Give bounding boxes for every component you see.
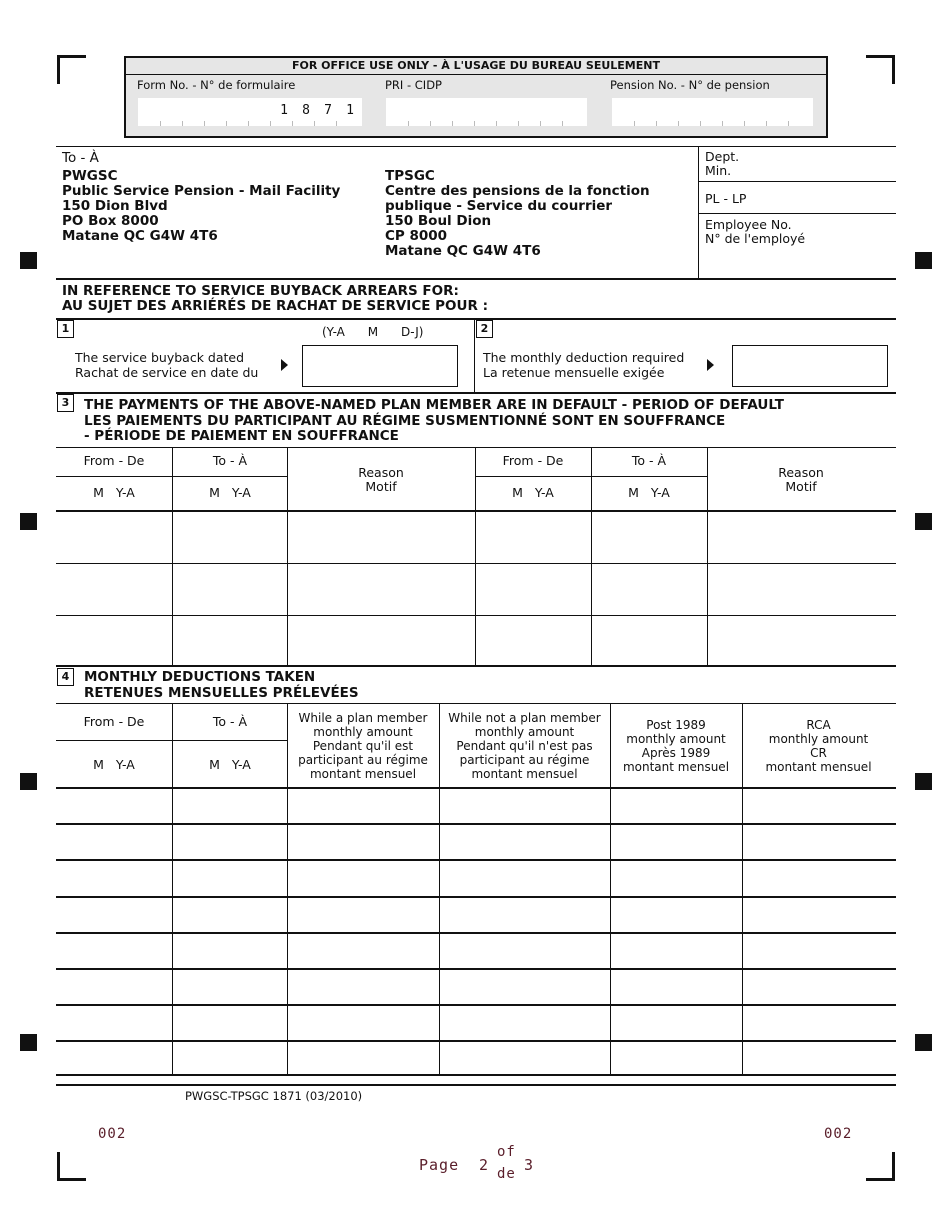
buyback-date-input[interactable] [302,345,458,387]
arrow-right-icon [281,359,288,371]
col-from-header: From - De [83,714,145,729]
section-number-4: 4 [57,668,74,686]
registration-mark [915,1034,932,1051]
col-from-header: From - De [502,453,564,468]
form-no-field[interactable] [138,98,362,126]
col-while-member-header: While a plan member monthly amount Pendant qu'il est participant au régime montant mensuel [298,711,428,781]
pl-field[interactable]: PL - LP [705,191,747,206]
batch-code-left: 002 [98,1126,127,1142]
col-to-format: M Y-A [628,485,670,500]
date-format-label: (Y-A M D-J) [322,325,424,339]
address-french: TPSGC Centre des pensions de la fonction publique - Service du courrier 150 Boul Dion CP 8000 Matane QC G4W 4T6 [385,168,650,259]
arrow-right-icon [707,359,714,371]
col-to-header: To - À [212,453,248,468]
form-no-digit: 1 [280,103,288,118]
section4-title: MONTHLY DEDUCTIONS TAKEN RETENUES MENSUELLES PRÉLEVÉES [84,669,359,701]
form-no-digit: 7 [324,103,332,118]
page-de: de [497,1166,516,1182]
corner-mark-bottom-right [866,1152,895,1181]
form-no-digit: 8 [302,103,310,118]
office-use-title: FOR OFFICE USE ONLY - À L'USAGE DU BUREAU SEULEMENT [126,58,826,75]
monthly-deduction-input[interactable] [732,345,888,387]
section-number-1: 1 [57,320,74,338]
pension-no-field[interactable] [612,98,813,126]
page-total: 3 [524,1156,535,1174]
col-rca-header: RCA monthly amount CR montant mensuel [765,718,872,774]
office-use-box [124,56,828,138]
col-reason-header: Reason Motif [778,465,824,494]
form-no-label: Form No. - N° de formulaire [137,78,296,92]
dept-field[interactable]: Dept. Min. [705,149,740,178]
form-code: PWGSC-TPSGC 1871 (03/2010) [185,1089,363,1103]
registration-mark [20,252,37,269]
registration-mark [915,773,932,790]
col-to-format: M Y-A [209,485,251,500]
section-number-3: 3 [57,394,74,412]
buyback-date-label: The service buyback dated Rachat de service en date du [75,350,259,380]
address-english: PWGSC Public Service Pension - Mail Facility 150 Dion Blvd PO Box 8000 Matane QC G4W 4T6 [62,168,341,244]
pri-label: PRI - CIDP [385,78,442,92]
employee-no-field[interactable]: Employee No. N° de l'employé [705,217,806,246]
batch-code-right: 002 [824,1126,853,1142]
page-of: of [497,1144,516,1160]
col-reason-header: Reason Motif [358,465,404,494]
section3-title: THE PAYMENTS OF THE ABOVE-NAMED PLAN MEMBER ARE IN DEFAULT - PERIOD OF DEFAULT LES PAIEMENTS DU PARTICIPANT AU RÉGIME SUSMENTIONNÉ SONT EN SOUFFRANCE - PÉRIODE DE PAIEMENT EN SOUFFRANCE [84,397,784,444]
pension-no-label: Pension No. - N° de pension [610,78,770,92]
registration-mark [20,773,37,790]
monthly-deduction-label: The monthly deduction required La retenue mensuelle exigée [483,350,685,380]
registration-mark [20,1034,37,1051]
pri-field[interactable] [386,98,587,126]
col-to-header: To - À [212,714,248,729]
corner-mark-top-right [866,55,895,84]
section-number-2: 2 [476,320,493,338]
col-from-format: M Y-A [93,757,135,772]
registration-mark [20,513,37,530]
col-post1989-header: Post 1989 monthly amount Après 1989 montant mensuel [622,718,730,774]
col-while-not-member-header: While not a plan member monthly amount Pendant qu'il n'est pas participant au régime montant mensuel [448,711,601,781]
to-label: To - À [62,150,99,166]
col-from-format: M Y-A [93,485,135,500]
corner-mark-bottom-left [57,1152,86,1181]
page-word: Page [419,1156,460,1174]
col-from-header: From - De [83,453,145,468]
col-to-header: To - À [631,453,667,468]
form-no-digit: 1 [346,103,354,118]
reference-heading: IN REFERENCE TO SERVICE BUYBACK ARREARS FOR: AU SUJET DES ARRIÉRÉS DE RACHAT DE SERVICE POUR : [62,283,488,314]
registration-mark [915,513,932,530]
registration-mark [915,252,932,269]
corner-mark-top-left [57,55,86,84]
col-from-format: M Y-A [512,485,554,500]
col-to-format: M Y-A [209,757,251,772]
page-number: 2 [479,1156,490,1174]
